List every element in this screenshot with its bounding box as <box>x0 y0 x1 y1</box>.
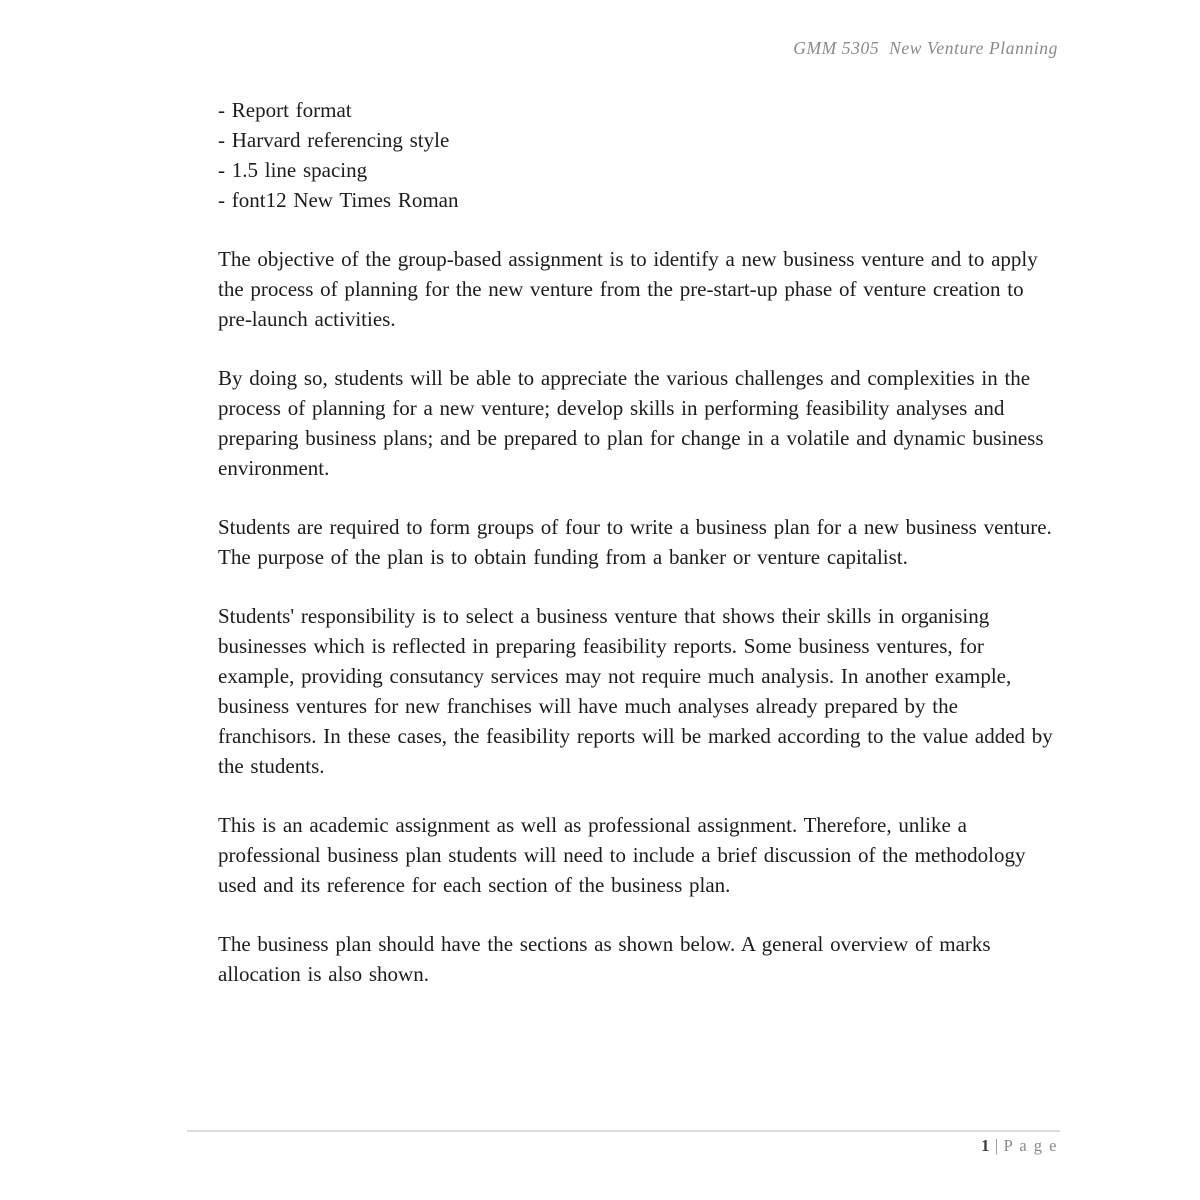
page-footer <box>981 1136 1058 1156</box>
requirement-item: - Harvard referencing style <box>218 128 450 152</box>
paragraph: Students are required to form groups of four to write a business plan for a new business venture. The purpose of the plan is to obtain funding from a banker or venture capitalist. <box>218 515 1052 569</box>
requirement-item: - font12 New Times Roman <box>218 188 459 212</box>
requirement-item: - Report format <box>218 98 352 122</box>
footer-page-word: P a g e <box>1003 1136 1058 1155</box>
paragraph: This is an academic assignment as well as professional assignment. Therefore, unlike a professional business plan students will need to include a brief discussion of the methodology used and its reference for each section of the business plan. <box>218 813 1026 897</box>
footer-divider <box>187 1130 1060 1132</box>
paragraph: The business plan should have the sections as shown below. A general overview of marks allocation is also shown. <box>218 932 991 986</box>
paragraph: The objective of the group-based assignment is to identify a new business venture and to apply the process of planning for the new venture from the pre-start-up phase of venture creation to pre-launch activities. <box>218 247 1038 331</box>
requirements-list <box>218 95 1063 215</box>
footer-separator: | <box>994 1136 1000 1155</box>
paragraph: By doing so, students will be able to appreciate the various challenges and complexities in the process of planning for a new venture; develop skills in performing feasibility analyses and preparing business plans; and be prepared to plan for change in a volatile and dynamic business environment. <box>218 366 1044 480</box>
document-body <box>218 95 1063 1018</box>
page-number: 1 <box>981 1136 991 1155</box>
paragraph: Students' responsibility is to select a business venture that shows their skills in organising businesses which is reflected in preparing feasibility reports. Some business ventures, for example, providing consutancy services may not require much analysis. In another example, business ventures for new franchises will have much analyses already prepared by the franchisors. In these cases, the feasibility reports will be marked according to the value added by the students. <box>218 604 1053 778</box>
requirement-item: - 1.5 line spacing <box>218 158 368 182</box>
body-paragraphs <box>218 244 1063 989</box>
running-header: GMM 5305 New Venture Planning <box>793 38 1058 58</box>
